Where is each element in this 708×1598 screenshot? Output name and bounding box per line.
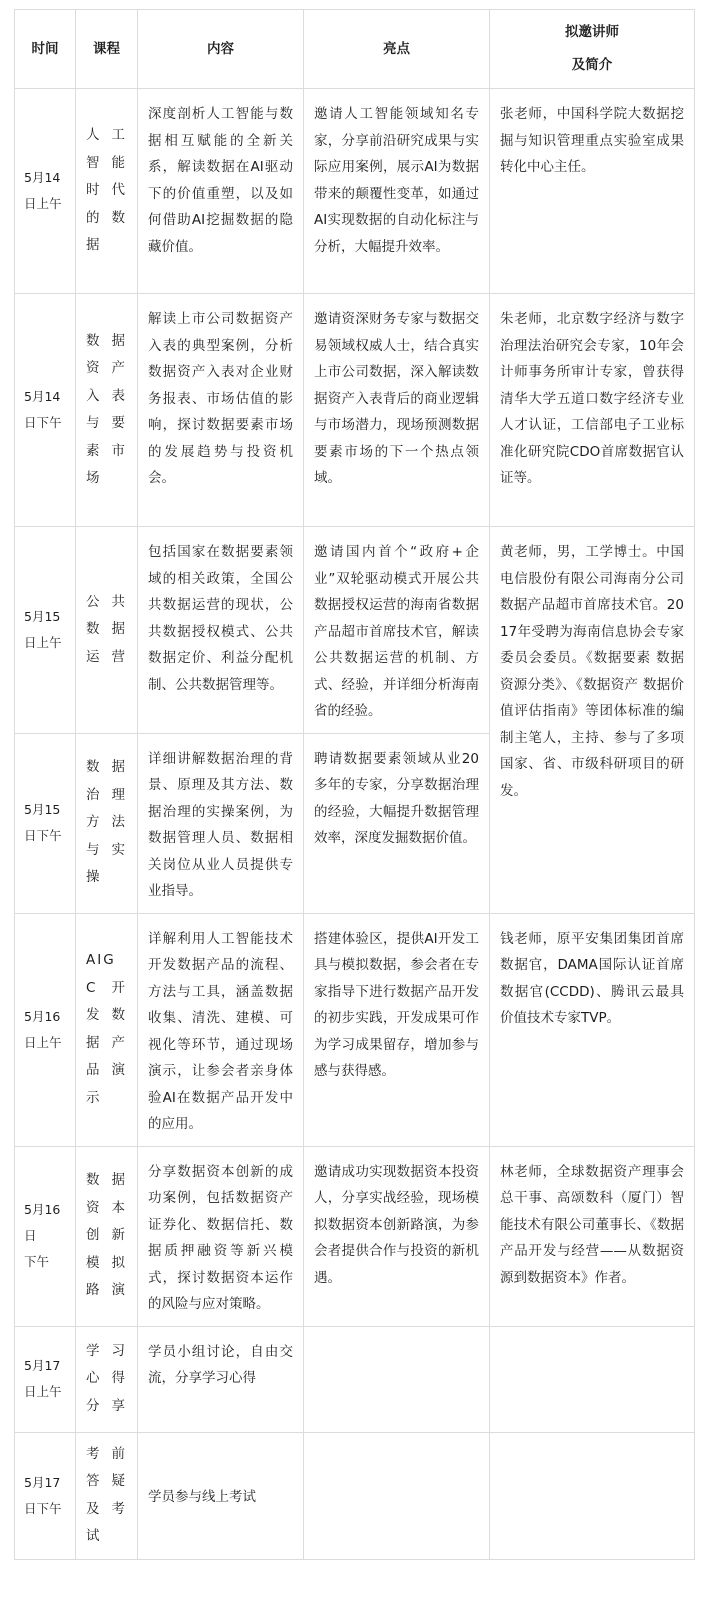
row-lecturer: 黄老师，男，工学博士。中国电信股份有限公司海南分公司数据产品超市首席技术官。2017年受聘为海南信息协会专家委员会委员。《数据要素 数据资源分类》、《数据资产 数据价值评估指南》等团体标准的编制主笔人，主持、参与了多项国家、省、市级科研项目的研发。 bbox=[490, 527, 695, 914]
row-highlight: 邀请国内首个“政府+企业”双轮驱动模式开展公共数据授权运营的海南省数据产品超市首席技术官，解读公共数据运营的机制、方式、经验，并详细分析海南省的经验。 bbox=[304, 527, 490, 734]
table-row bbox=[15, 89, 695, 294]
row-time: 5月14日下午 bbox=[15, 294, 76, 527]
table-header-row bbox=[15, 10, 695, 89]
row-course: 数据资产入表与要素市场 bbox=[76, 294, 138, 527]
row-content: 学员参与线上考试 bbox=[138, 1432, 304, 1559]
table-row bbox=[15, 913, 695, 1146]
row-course: 公共数据运营 bbox=[76, 527, 138, 734]
row-content: 详解利用人工智能技术开发数据产品的流程、方法与工具，涵盖数据收集、清洗、建模、可视化等环节，通过现场演示，让参会者亲身体验AI在数据产品开发中的应用。 bbox=[138, 913, 304, 1146]
row-content: 解读上市公司数据资产入表的典型案例，分析数据资产入表对企业财务报表、市场估值的影响，探讨数据要素市场的发展趋势与投资机会。 bbox=[138, 294, 304, 527]
row-time: 5月17日下午 bbox=[15, 1432, 76, 1559]
header-lecturer-line1: 拟邀讲师 bbox=[565, 24, 619, 40]
row-course: 人工智能时代的数据 bbox=[76, 89, 138, 294]
header-lecturer bbox=[490, 10, 695, 89]
table-row bbox=[15, 294, 695, 527]
row-highlight: 搭建体验区，提供AI开发工具与模拟数据，参会者在专家指导下进行数据产品开发的初步实践，开发成果可作为学习成果留存，增加参与感与获得感。 bbox=[304, 913, 490, 1146]
header-highlight: 亮点 bbox=[304, 10, 490, 89]
row-lecturer: 钱老师，原平安集团集团首席数据官，DAMA国际认证首席数据官(CCDD)、腾讯云最具价值技术专家TVP。 bbox=[490, 913, 695, 1146]
table-row bbox=[15, 1432, 695, 1559]
header-content: 内容 bbox=[138, 10, 304, 89]
row-content: 包括国家在数据要素领域的相关政策，全国公共数据运营的现状，公共数据授权模式、公共数据定价、利益分配机制、公共数据管理等。 bbox=[138, 527, 304, 734]
schedule-table-wrapper bbox=[14, 9, 694, 1560]
row-content: 详细讲解数据治理的背景、原理及其方法、数据治理的实操案例，为数据管理人员、数据相关岗位从业人员提供专业指导。 bbox=[138, 733, 304, 913]
row-highlight: 邀请人工智能领域知名专家，分享前沿研究成果与实际应用案例，展示AI为数据带来的颠覆性变革，如通过AI实现数据的自动化标注与分析，大幅提升效率。 bbox=[304, 89, 490, 294]
table-row bbox=[15, 527, 695, 734]
header-course: 课程 bbox=[76, 10, 138, 89]
row-course: 学习心得分享 bbox=[76, 1326, 138, 1432]
table-row bbox=[15, 1146, 695, 1326]
row-content: 分享数据资本创新的成功案例，包括数据资产证券化、数据信托、数据质押融资等新兴模式，探讨数据资本运作的风险与应对策略。 bbox=[138, 1146, 304, 1326]
row-lecturer-empty bbox=[490, 1432, 695, 1559]
row-content: 学员小组讨论，自由交流，分享学习心得 bbox=[138, 1326, 304, 1432]
row-lecturer: 林老师，全球数据资产理事会总干事、高颂数科（厦门）智能技术有限公司董事长、《数据产品开发与经营——从数据资源到数据资本》作者。 bbox=[490, 1146, 695, 1326]
row-time: 5月15日下午 bbox=[15, 733, 76, 913]
row-course: 数据资本创新模拟路演 bbox=[76, 1146, 138, 1326]
row-lecturer: 张老师，中国科学院大数据挖掘与知识管理重点实验室成果转化中心主任。 bbox=[490, 89, 695, 294]
row-time: 5月15日上午 bbox=[15, 527, 76, 734]
row-time: 5月14日上午 bbox=[15, 89, 76, 294]
row-highlight: 邀请资深财务专家与数据交易领域权威人士，结合真实上市公司数据，深入解读数据资产入表背后的商业逻辑与市场潜力，现场预测数据要素市场的下一个热点领域。 bbox=[304, 294, 490, 527]
row-content: 深度剖析人工智能与数据相互赋能的全新关系，解读数据在AI驱动下的价值重塑，以及如何借助AI挖掘数据的隐藏价值。 bbox=[138, 89, 304, 294]
row-time-line2: 下午 bbox=[24, 1254, 50, 1269]
row-lecturer-empty bbox=[490, 1326, 695, 1432]
row-course: 数据治理方法与实操 bbox=[76, 733, 138, 913]
row-time: 5月17日上午 bbox=[15, 1326, 76, 1432]
row-highlight: 聘请数据要素领域从业20多年的专家，分享数据治理的经验，大幅提升数据管理效率，深度发掘数据价值。 bbox=[304, 733, 490, 913]
header-lecturer-line2: 及简介 bbox=[571, 57, 613, 73]
row-highlight-empty bbox=[304, 1326, 490, 1432]
row-time-line1: 5月16日 bbox=[24, 1202, 61, 1243]
row-time: 5月16日上午 bbox=[15, 913, 76, 1146]
row-lecturer: 朱老师，北京数字经济与数字治理法治研究会专家，10年会计师事务所审计专家，曾获得清华大学五道口数字经济专业人才认证，工信部电子工业标准化研究院CDO首席数据官认证等。 bbox=[490, 294, 695, 527]
row-course: AIGC开发数据产品演示 bbox=[76, 913, 138, 1146]
table-row bbox=[15, 1326, 695, 1432]
row-time bbox=[15, 1146, 76, 1326]
row-highlight: 邀请成功实现数据资本投资人，分享实战经验，现场模拟数据资本创新路演，为参会者提供合作与投资的新机遇。 bbox=[304, 1146, 490, 1326]
course-schedule-table bbox=[14, 9, 695, 1560]
row-course: 考前答疑及考试 bbox=[76, 1432, 138, 1559]
row-highlight-empty bbox=[304, 1432, 490, 1559]
header-time: 时间 bbox=[15, 10, 76, 89]
